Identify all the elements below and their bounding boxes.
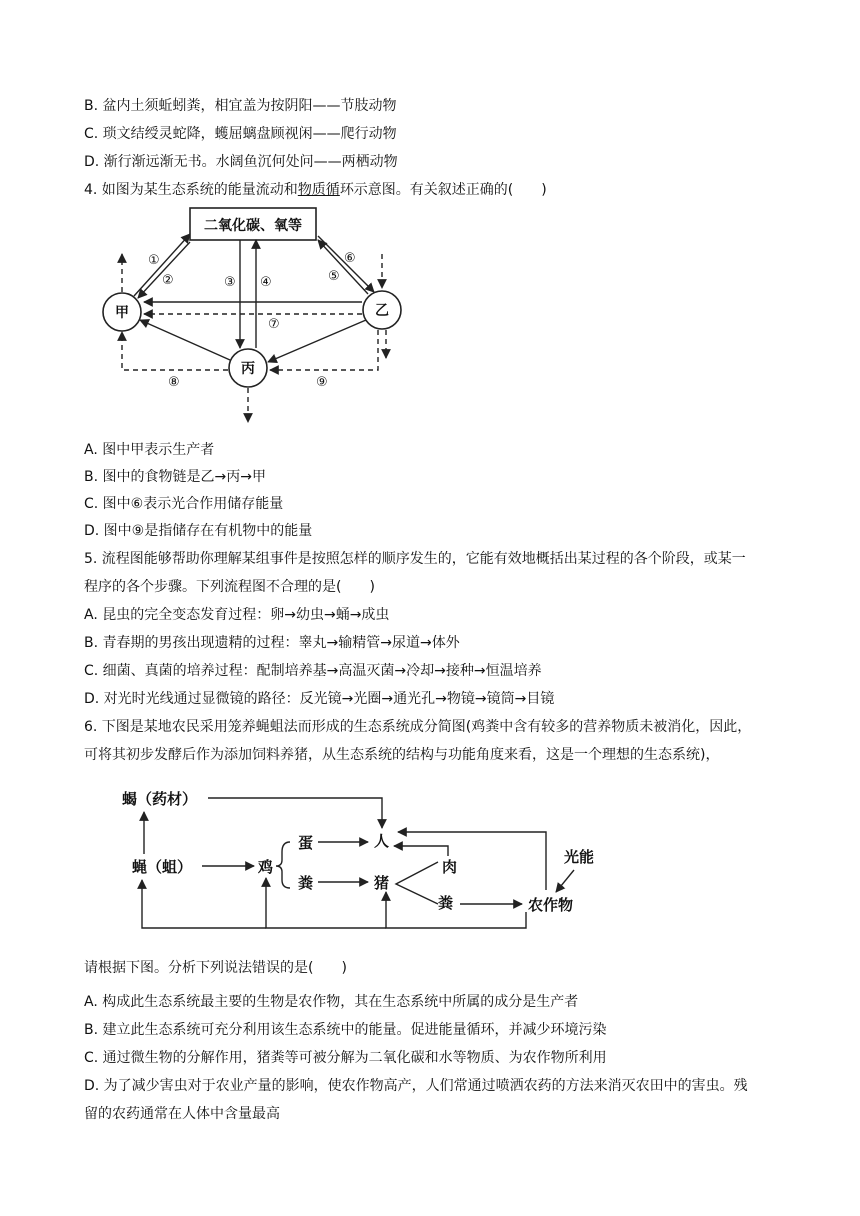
q5-option-b: B. 青春期的男孩出现遗精的过程：睾丸→输精管→尿道→体外 [84, 635, 460, 651]
q6-stem-line3: 请根据下图。分析下列说法错误的是( ) [84, 960, 347, 976]
chicken-brace [276, 842, 290, 888]
node-human: 人 [374, 832, 390, 850]
q4-stem [84, 180, 547, 200]
label-7: ⑦ [268, 317, 280, 332]
label-1: ① [148, 253, 160, 268]
node-pig: 猪 [374, 874, 390, 892]
pig-branches [396, 862, 438, 904]
arrow-crop-human [398, 832, 546, 890]
node-meat: 肉 [442, 858, 458, 876]
q6-option-d-line1: D. 为了减少害虫对于农业产量的影响，使农作物高产，人们常通过喷洒农药的方法来消灭农田中的害虫。残 [84, 1078, 748, 1094]
q4-stem-underlined: 物质循 [297, 182, 340, 198]
arrow-light-crop [556, 870, 574, 892]
label-6: ⑥ [344, 251, 356, 266]
q5-option-c: C. 细菌、真菌的培养过程：配制培养基→高温灭菌→冷却→接种→恒温培养 [84, 663, 542, 679]
arrow-2 [138, 242, 190, 298]
q6-ecosystem-diagram [112, 782, 612, 942]
node-light: 光能 [564, 848, 595, 866]
q6-option-a: A. 构成此生态系统最主要的生物是农作物，其在生态系统中所属的成分是生产者 [84, 994, 579, 1010]
q5-stem-line1: 5. 流程图能够帮助你理解某组事件是按照怎样的顺序发生的，它能有效地概括出某过程的各个阶段，或某一 [84, 551, 746, 567]
q3-option-d: D. 渐行渐远渐无书。水阔鱼沉何处问——两栖动物 [84, 154, 398, 170]
q4-option-b: B. 图中的食物链是乙→丙→甲 [84, 469, 266, 485]
arrow-9 [270, 330, 378, 370]
q4-option-d: D. 图中⑨是指储存在有机物中的能量 [84, 523, 313, 539]
arrow-yi-to-bing [268, 320, 366, 362]
q6-stem-line1: 6. 下图是某地农民采用笼养蝇蛆法而形成的生态系统成分简图(鸡粪中含有较多的营养物质未被消化，因此， [84, 719, 752, 735]
label-5: ⑤ [328, 269, 340, 284]
q4-stem-part1: 4. 如图为某生态系统的能量流动和 [84, 182, 298, 198]
q4-stem-part2: 环示意图。有关叙述正确的( ) [339, 182, 547, 198]
node-chicken: 鸡 [258, 858, 274, 876]
node-bing-label: 丙 [241, 361, 255, 377]
arrow-8 [122, 332, 228, 370]
arrow-crop-pig [386, 892, 526, 928]
node-pig-dung: 粪 [438, 894, 454, 912]
q6-stem-line2: 可将其初步发酵后作为添加饲料养猪，从生态系统的结构与功能角度来看，这是一个理想的生态系统)， [84, 747, 720, 763]
arrow-bing-to-jia [140, 320, 230, 360]
node-chicken-dung: 粪 [298, 874, 314, 892]
arrow-meat-human [394, 846, 448, 856]
node-crop: 农作物 [528, 896, 574, 914]
node-egg: 蛋 [298, 834, 314, 852]
q3-option-c: C. 琐文结绶灵蛇降，蠖屈螭盘顾视闲——爬行动物 [84, 126, 397, 142]
arrow-to-fly [142, 880, 266, 928]
node-yi-label: 乙 [375, 303, 389, 319]
label-3: ③ [224, 275, 236, 290]
co2-oxygen-label: 二氧化碳、氧等 [204, 218, 302, 234]
node-fly: 蝇（蛆） [132, 858, 193, 876]
arrow-5 [318, 240, 368, 294]
label-4: ④ [260, 275, 272, 290]
label-8: ⑧ [168, 375, 180, 390]
q6-option-d-line2: 留的农药通常在人体中含量最高 [84, 1106, 280, 1122]
q6-option-b: B. 建立此生态系统可充分利用该生态系统中的能量。促进能量循环，并减少环境污染 [84, 1022, 607, 1038]
label-9: ⑨ [316, 375, 328, 390]
q5-stem-line2: 程序的各个步骤。下列流程图不合理的是( ) [84, 579, 375, 595]
label-2: ② [162, 273, 174, 288]
q4-ecosystem-diagram [96, 200, 416, 428]
node-scorpion: 蝎（药材） [122, 790, 198, 808]
q6-option-c: C. 通过微生物的分解作用，猪粪等可被分解为二氧化碳和水等物质、为农作物所利用 [84, 1050, 607, 1066]
q3-option-b: B. 盆内土须蚯蚓粪，相宜盖为按阴阳——节肢动物 [84, 98, 397, 114]
q5-option-a: A. 昆虫的完全变态发育过程：卵→幼虫→蛹→成虫 [84, 607, 390, 623]
node-jia-label: 甲 [115, 305, 129, 321]
q4-option-a: A. 图中甲表示生产者 [84, 442, 215, 458]
q5-option-d: D. 对光时光线通过显微镜的路径：反光镜→光圈→通光孔→物镜→镜筒→目镜 [84, 691, 555, 707]
arrow-scorpion-human [208, 798, 382, 828]
q4-option-c: C. 图中⑥表示光合作用储存能量 [84, 496, 284, 512]
